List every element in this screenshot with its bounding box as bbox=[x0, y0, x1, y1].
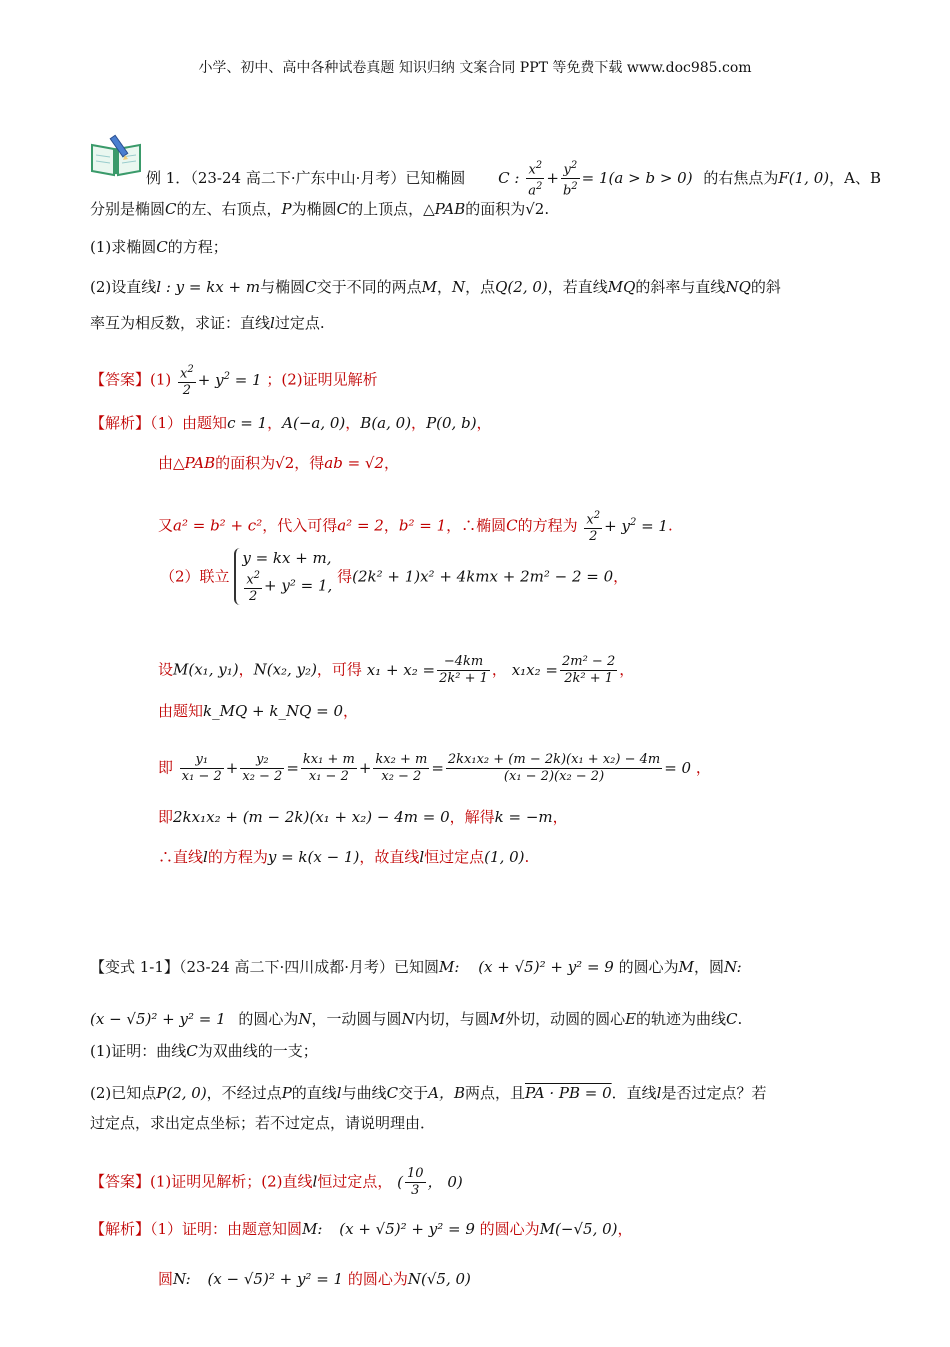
ellipse-eq-prefix: C : bbox=[498, 168, 520, 187]
text: 即 bbox=[158, 808, 174, 826]
simplified-eq: 2kx₁x₂ + (m − 2k)(x₁ + x₂) − 4m = 0 bbox=[173, 808, 450, 826]
text: 恒过定点， bbox=[317, 1172, 393, 1191]
f4-num: kx₂ + m bbox=[375, 752, 428, 767]
k-eq: k = −m bbox=[494, 808, 553, 826]
text: 内切，与圆 bbox=[414, 1010, 490, 1028]
l-symbol: l bbox=[203, 848, 208, 866]
N-center: N(√5, 0) bbox=[407, 1270, 471, 1288]
f5-num: 2kx₁x₂ + (m − 2k)(x₁ + x₂) − 4m bbox=[447, 752, 661, 767]
text: 的圆心为 bbox=[238, 1010, 299, 1028]
focus-text: 的右焦点为 bbox=[703, 168, 779, 187]
f5-den: (x₁ − 2)(x₂ − 2) bbox=[503, 769, 605, 784]
text: 两点，且 bbox=[464, 1084, 525, 1102]
M-point: M(x₁, y₁) bbox=[173, 660, 239, 679]
circle-N-eq: (x − √5)² + y² = 1 bbox=[207, 1270, 344, 1288]
text: ，圆 bbox=[693, 958, 724, 976]
text: 得 bbox=[337, 567, 353, 586]
variant-analysis-2: 圆N: (x − √5)² + y² = 1 的圆心为N(√5, 0) bbox=[158, 1270, 471, 1288]
text: (2)设直线 bbox=[90, 278, 157, 296]
analysis-1: 【解析】（1）由题知c = 1，A(−a, 0)，B(a, 0)，P(0, b)， bbox=[90, 414, 492, 432]
text: 的圆心为 bbox=[347, 1270, 408, 1288]
text: 的上顶点， bbox=[348, 200, 424, 218]
triangle-PAB: △PAB bbox=[173, 454, 216, 472]
example1-q1 bbox=[90, 236, 228, 258]
text: 又 bbox=[158, 516, 174, 535]
text: ，得 bbox=[294, 454, 325, 472]
example1-q2-line2 bbox=[90, 312, 325, 334]
text: （1）证明：由题意知圆 bbox=[150, 1220, 303, 1238]
system-eq2: + y² = 1, bbox=[264, 576, 333, 595]
text: 的面积为 bbox=[215, 454, 276, 472]
text: (1)求椭圆 bbox=[90, 238, 157, 256]
variant-analysis-1: 【解析】（1）证明：由题意知圆M: (x + √5)² + y² = 9 的圆心为M(−√5, 0)， bbox=[90, 1220, 633, 1238]
text: ．直线 bbox=[611, 1084, 657, 1102]
P-point: P(2, 0) bbox=[156, 1084, 207, 1102]
slope-sum-eq: k_MQ + k_NQ = 0 bbox=[203, 702, 344, 720]
variant-answer: 【答案】(1)证明见解析；(2)直线l恒过定点， ( $\frac{10}{3}$ ， 0) bbox=[90, 1166, 463, 1198]
circle-M-eq: (x + √5)² + y² = 9 bbox=[339, 1220, 475, 1238]
M-label: M: bbox=[439, 958, 460, 976]
example-source: （23-24 高二下·广东中山·月考）已知椭圆 bbox=[190, 168, 466, 187]
analysis-3: 又a² = b² + c²，代入可得a² = 2，b² = 1，∴椭圆C的方程为 $\frac{x^2}{2}$ + $y^2 = 1$. bbox=[158, 510, 673, 545]
text: 的方程； bbox=[167, 238, 228, 256]
N-label: N: bbox=[724, 958, 742, 976]
N-symbol: N bbox=[298, 1010, 312, 1028]
C-symbol: C bbox=[506, 516, 518, 535]
text: ∴直线 bbox=[158, 848, 204, 866]
variant-line2: (x − √5)² + y² = 1 的圆心为N，一动圆与圆N内切，与圆M外切，动圆的圆心E的轨迹为曲线C. bbox=[90, 1010, 743, 1028]
f1-num: y₁ bbox=[180, 752, 224, 769]
text: 交于不同的两点 bbox=[316, 278, 422, 296]
triangle-PAB: △PAB bbox=[423, 200, 466, 218]
frac-x2-2: $\frac{x^2}{2}$ bbox=[586, 510, 601, 545]
M-symbol: M bbox=[421, 278, 437, 296]
text: (2)已知点 bbox=[90, 1084, 157, 1102]
text: 的面积为 bbox=[465, 200, 526, 218]
text: 过定点，求出定点坐标；若不过定点，请说明理由． bbox=[90, 1114, 436, 1132]
text: 的斜率与直线 bbox=[635, 278, 726, 296]
focus-point: F(1, 0) bbox=[778, 168, 830, 187]
P-point: P(0, b) bbox=[426, 414, 477, 432]
text: . bbox=[544, 200, 550, 218]
b2-eq: b² = 1 bbox=[398, 516, 447, 535]
ab-eq: ab = √2 bbox=[324, 454, 385, 472]
answer-den: 3 bbox=[411, 1183, 420, 1198]
P-symbol: P bbox=[281, 200, 292, 218]
eq-zero: = 0 bbox=[664, 758, 692, 777]
variant-label: 【变式 1-1】 bbox=[90, 958, 179, 976]
text: 与椭圆 bbox=[260, 278, 306, 296]
text: 的轨迹为曲线 bbox=[636, 1010, 727, 1028]
text: 的圆心为 bbox=[618, 958, 679, 976]
abc-eq: a² = b² + c² bbox=[173, 516, 263, 535]
c-eq: c = 1 bbox=[227, 414, 268, 432]
text: 率互为相反数，求证：直线 bbox=[90, 314, 271, 332]
sum-label: x₁ + x₂ = bbox=[366, 660, 436, 679]
text: 由 bbox=[158, 454, 174, 472]
analysis-label: 【解析】 bbox=[90, 1220, 151, 1238]
f4-den: x₂ − 2 bbox=[381, 769, 422, 784]
dot-product-eq: PA · PB = 0 bbox=[525, 1084, 612, 1102]
text: 为双曲线的一支； bbox=[197, 1042, 318, 1060]
product-numerator: 2m² − 2 bbox=[561, 654, 616, 669]
answer-num: 10 bbox=[406, 1166, 424, 1181]
text: （2）联立 bbox=[160, 567, 230, 586]
line-eq: l : y = kx + m bbox=[156, 278, 261, 296]
answer-label: 【答案】 bbox=[90, 1172, 151, 1191]
ab-text: ，A、B bbox=[829, 168, 881, 187]
fixed-point: (1, 0) bbox=[484, 848, 525, 866]
text: 即 bbox=[158, 758, 174, 777]
text: 过定点. bbox=[274, 314, 325, 332]
circle-M-eq: (x + √5)² + y² = 9 bbox=[478, 958, 614, 976]
text: (1)证明：曲线 bbox=[90, 1042, 187, 1060]
frac-x2-2: $\frac{x^2}{2}$ bbox=[180, 364, 194, 399]
example1-line2 bbox=[90, 198, 549, 220]
text: 与曲线 bbox=[341, 1084, 387, 1102]
text: ，可得 bbox=[316, 660, 362, 679]
text: 的方程为 bbox=[207, 848, 268, 866]
example-label: 例 1． bbox=[146, 168, 191, 187]
system-eq1: y = kx + m, bbox=[242, 549, 332, 567]
text: 外切，动圆的圆心 bbox=[505, 1010, 626, 1028]
f2-num: y₂ bbox=[240, 752, 284, 769]
variant-line1 bbox=[90, 956, 742, 978]
sum-numerator: −4km bbox=[437, 654, 490, 671]
circle-N-eq: (x − √5)² + y² = 1 bbox=[90, 1010, 226, 1028]
text: ，一动圆与圆 bbox=[311, 1010, 402, 1028]
frac-y2-b2: $\frac{y^2}{b^2}$ bbox=[562, 160, 578, 199]
text: 分别是椭圆 bbox=[90, 200, 166, 218]
C-symbol: C bbox=[165, 200, 177, 218]
answer-y: 0) bbox=[447, 1172, 463, 1191]
A-point: A(−a, 0) bbox=[282, 414, 346, 432]
analysis-4: （2）联立 y = kx + m, $\frac{x^2}{2}$ + y² = 1, 得(2k² + 1)x² + 4kmx + 2m² − 2 = 0， bbox=[160, 549, 629, 605]
product-label: x₁x₂ = bbox=[511, 660, 558, 679]
text: 圆 bbox=[158, 1270, 174, 1288]
text: ，点 bbox=[465, 278, 496, 296]
text: ，若直线 bbox=[547, 278, 608, 296]
l-symbol: l bbox=[419, 848, 425, 866]
text: 的斜 bbox=[750, 278, 781, 296]
N-symbol: N bbox=[451, 278, 466, 296]
NQ: NQ bbox=[725, 278, 751, 296]
ellipse-eq-suffix: = 1(a > b > 0) bbox=[581, 168, 693, 187]
analysis-2: 由△PAB的面积为√2，得ab = √2， bbox=[158, 454, 400, 472]
sum-denominator: 2k² + 1 bbox=[439, 671, 488, 686]
text: 由题知 bbox=[158, 702, 204, 720]
a2-eq: a² = 2 bbox=[337, 516, 384, 535]
text: 的直线 bbox=[291, 1084, 337, 1102]
text: ，解得 bbox=[449, 808, 495, 826]
product-denominator: 2k² + 1 bbox=[564, 671, 613, 686]
C-symbol: C bbox=[336, 200, 349, 218]
C-symbol: C bbox=[305, 278, 317, 296]
line-eq-result: y = k(x − 1) bbox=[267, 848, 360, 866]
sqrt2: √2 bbox=[525, 200, 545, 218]
E-symbol: E bbox=[625, 1010, 637, 1028]
B-point: B(a, 0) bbox=[360, 414, 412, 432]
text: ，故直线 bbox=[359, 848, 420, 866]
text: 设 bbox=[158, 660, 174, 679]
text: 是否过定点？若 bbox=[661, 1084, 767, 1102]
text: 的圆心为 bbox=[479, 1220, 540, 1238]
AB: A，B bbox=[428, 1084, 465, 1102]
M-symbol: M bbox=[678, 958, 694, 976]
f2-den: x₂ − 2 bbox=[242, 769, 283, 784]
variant-source: （23-24 高二下·四川成都·月考）已知圆 bbox=[178, 958, 439, 976]
example1-line1: 例 1．（23-24 高二下·广东中山·月考）已知椭圆 C : $\frac{x^2}{a^2}$ + $\frac{y^2}{b^2}$ = 1(a > b > 0) 的右焦点为F(1, 0)，A、B bbox=[146, 160, 881, 199]
variant-q2: (2)已知点P(2, 0)，不经过点P的直线l与曲线C交于A，B两点，且PA · PB = 0．直线l是否过定点？若 bbox=[90, 1084, 767, 1102]
text: ，代入可得 bbox=[262, 516, 338, 535]
book-pencil-icon bbox=[90, 133, 142, 177]
Q-point: Q(2, 0) bbox=[495, 278, 548, 296]
example1-answer: 【答案】(1) $\frac{x^2}{2}$ + $y^2 = 1$ ；(2)证明见解析 bbox=[90, 364, 378, 399]
variant-q1: (1)证明：曲线C为双曲线的一支； bbox=[90, 1042, 318, 1060]
quadratic-eq: (2k² + 1)x² + 4kmx + 2m² − 2 = 0 bbox=[352, 567, 614, 586]
page-header: 小学、初中、高中各种试卷真题 知识归纳 文案合同 PPT 等免费下载 www.doc985.com bbox=[198, 60, 752, 76]
C-symbol: C bbox=[726, 1010, 738, 1028]
MQ: MQ bbox=[607, 278, 636, 296]
text: 为椭圆 bbox=[291, 200, 337, 218]
l-symbol: l bbox=[270, 314, 275, 332]
text: (1)证明见解析；(2)直线 bbox=[150, 1172, 313, 1191]
answer-label: 【答案】 bbox=[90, 370, 151, 389]
text: ；(2)证明见解析 bbox=[266, 370, 378, 389]
text: 的方程为 bbox=[517, 516, 578, 535]
text: ，∴椭圆 bbox=[446, 516, 507, 535]
equation-system: y = kx + m, $\frac{x^2}{2}$ + y² = 1, bbox=[234, 548, 332, 605]
N-point: N(x₂, y₂) bbox=[253, 660, 317, 679]
analysis-6: 由题知k_MQ + k_NQ = 0， bbox=[158, 702, 359, 720]
text: 交于 bbox=[398, 1084, 429, 1102]
text: ，不经过点 bbox=[206, 1084, 282, 1102]
text: （1）由题知 bbox=[150, 414, 228, 432]
text: (1) bbox=[150, 370, 172, 389]
analysis-label: 【解析】 bbox=[90, 414, 151, 432]
C-symbol: C bbox=[156, 238, 168, 256]
frac-x2-a2: $\frac{x^2}{a^2}$ bbox=[528, 160, 543, 199]
f1-den: x₁ − 2 bbox=[181, 769, 222, 784]
analysis-9: ∴直线l的方程为y = k(x − 1)，故直线l恒过定点(1, 0). bbox=[158, 848, 530, 866]
analysis-8: 即2kx₁x₂ + (m − 2k)(x₁ + x₂) − 4m = 0，解得k = −m， bbox=[158, 808, 568, 826]
f3-den: x₁ − 2 bbox=[308, 769, 349, 784]
M-center: M(−√5, 0) bbox=[539, 1220, 618, 1238]
variant-q2-line2 bbox=[90, 1112, 435, 1134]
analysis-7: 即 $\frac{\text{y₁}}{\text{x₁ − 2}}$ + $\frac{\text{y₂}}{\text{x₂ − 2}}$ = $\frac{\text{kx₁ + m}}{\text{x₁ − 2}}$ + $\frac{\text{kx₂ + m}}{\text{x₂ − 2}}$ = $\frac{\text{2kx₁x₂ + (m − 2k)(x₁ + x₂) − 4m}}{\text{(x₁ − 2)(x₂ − 2)}}$ = 0 ， bbox=[158, 752, 711, 784]
analysis-5: 设M(x₁, y₁)，N(x₂, y₂)，可得 x₁ + x₂ = $\frac{-4km}{\text{2k² + 1}}$ ， x₁x₂ = $\frac{\text{2m² − 2}}{\text{2k² + 1}}$ ， bbox=[158, 654, 635, 686]
f3-num: kx₁ + m bbox=[302, 752, 355, 767]
text: 恒过定点 bbox=[424, 848, 485, 866]
text: 的左、右顶点， bbox=[176, 200, 282, 218]
example1-q2: (2)设直线l : y = kx + m与椭圆C交于不同的两点M，N，点Q(2, 0)，若直线MQ的斜率与直线NQ的斜 bbox=[90, 278, 781, 296]
sqrt2: √2 bbox=[275, 454, 295, 472]
